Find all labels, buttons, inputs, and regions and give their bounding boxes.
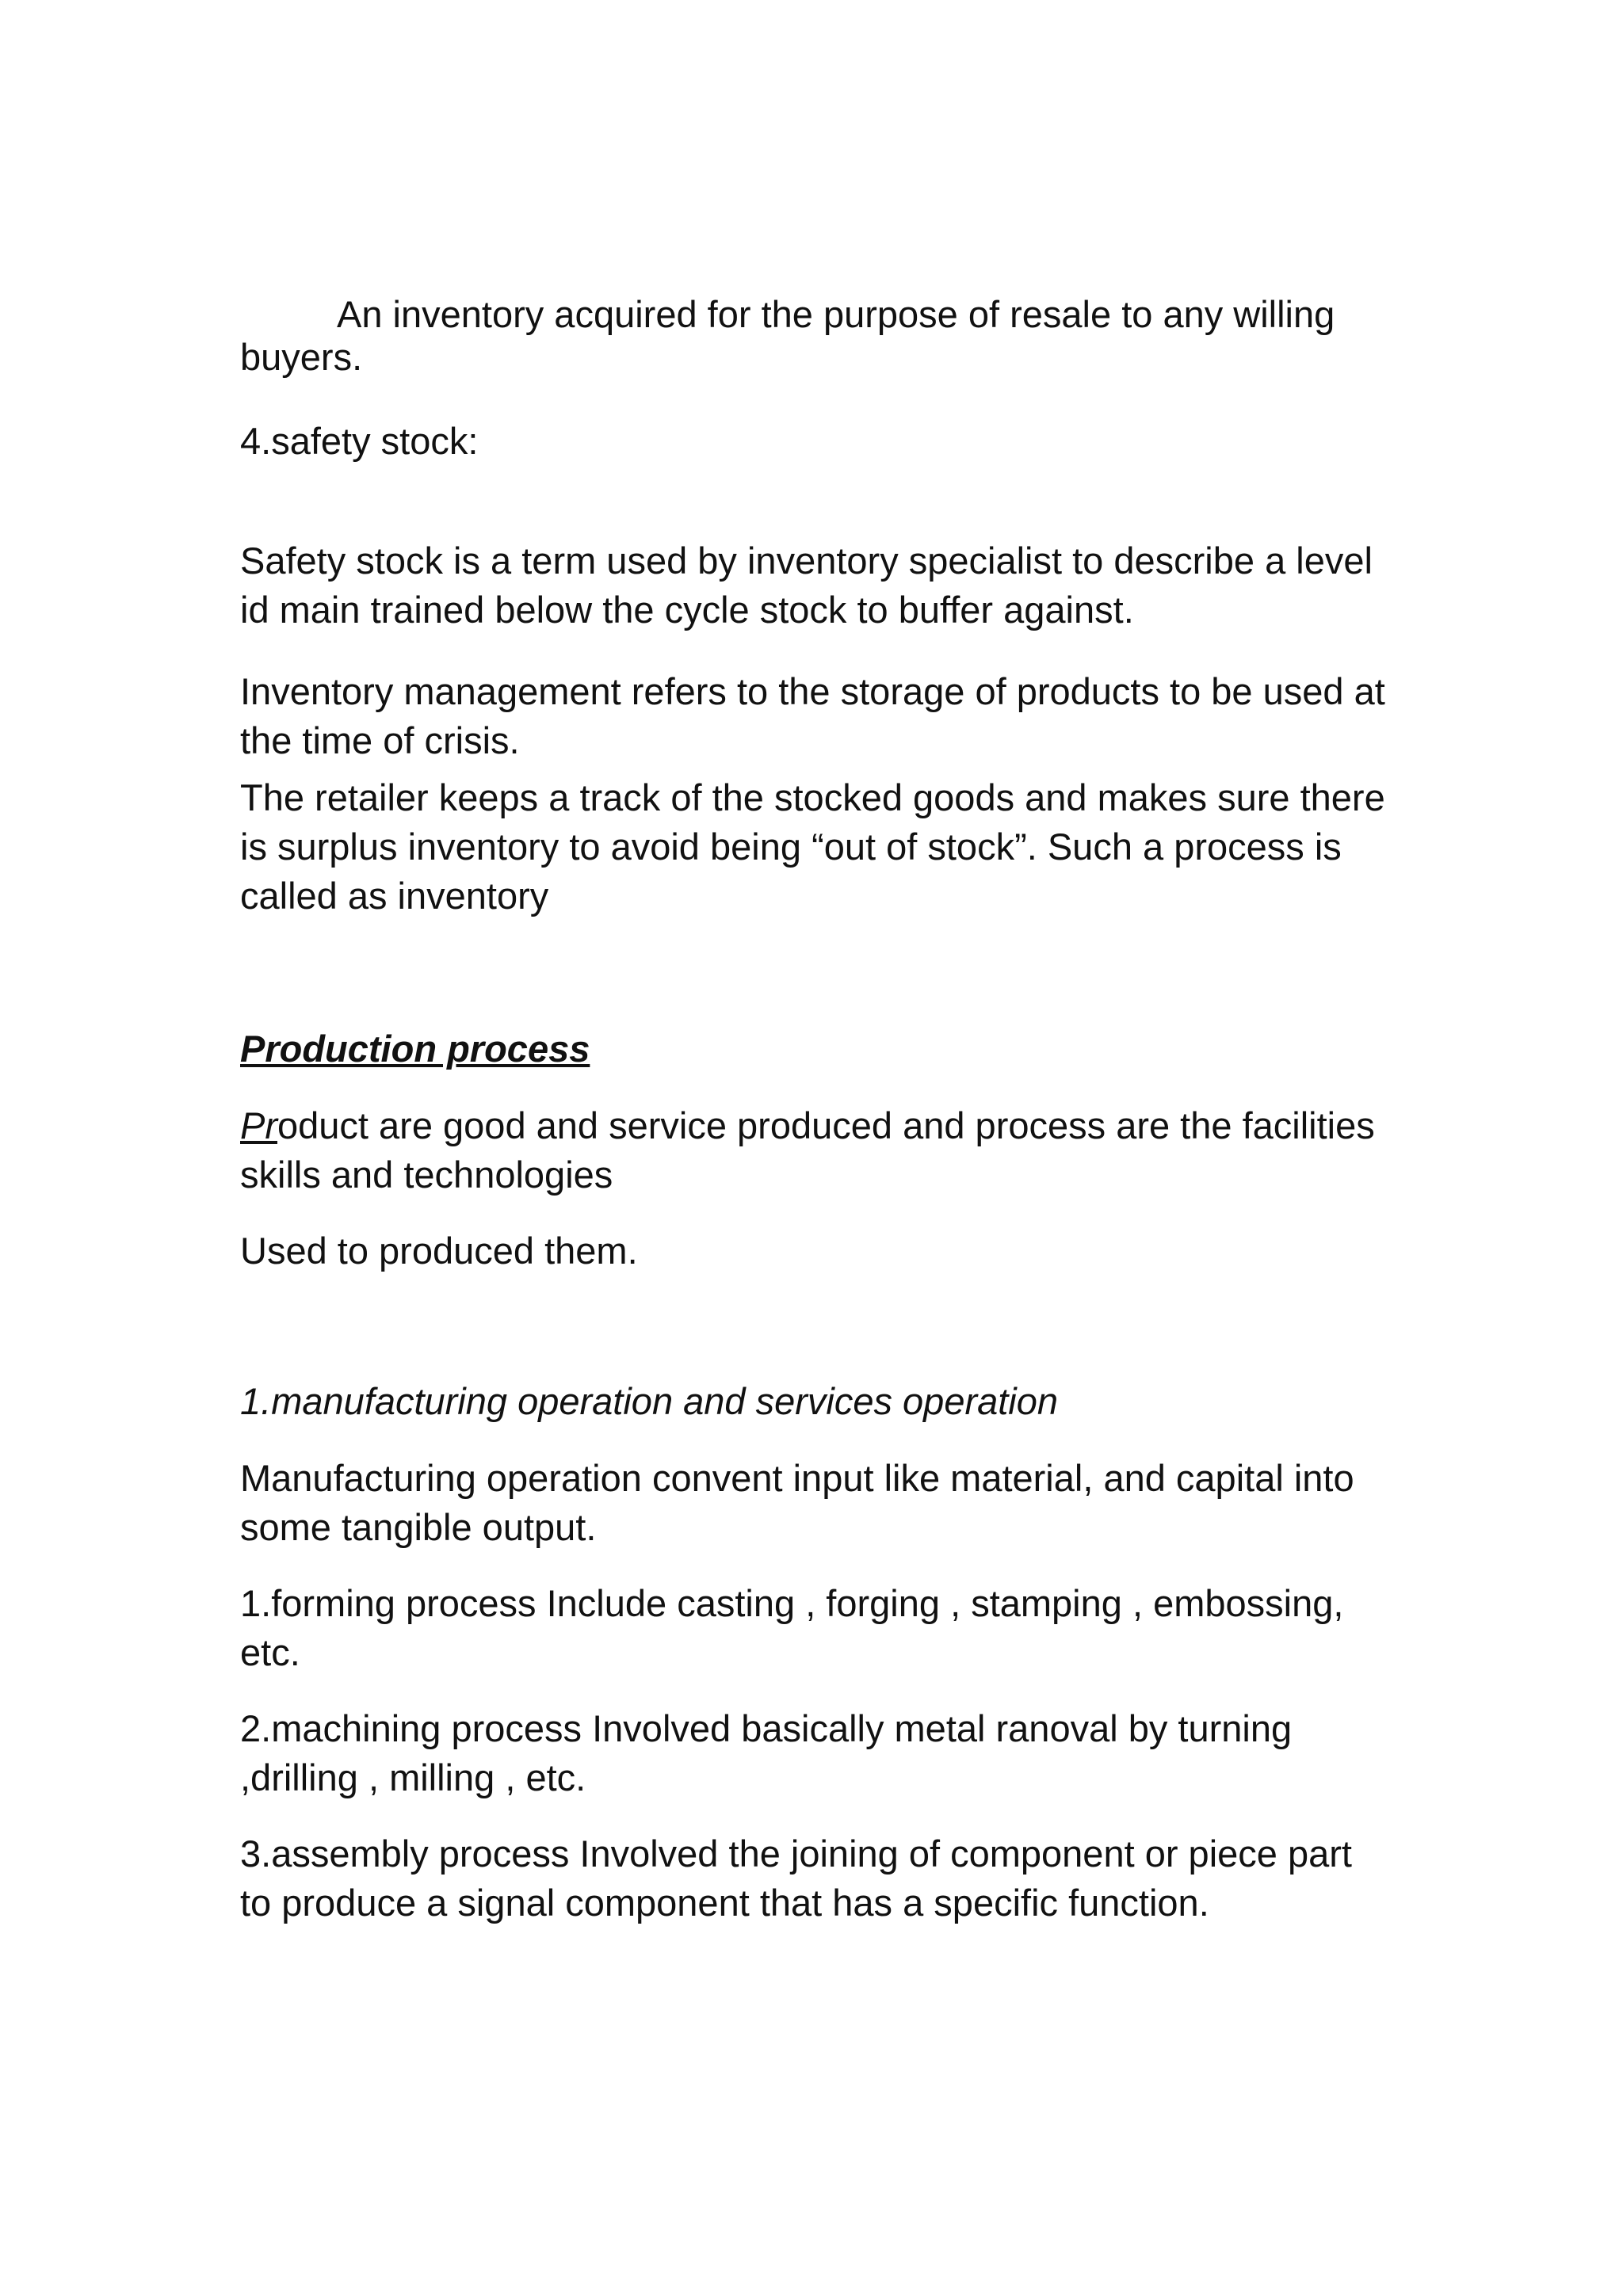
manufacturing-definition-line-1: Manufacturing operation convent input like material, and capital into [240,1457,1354,1499]
safety-stock-heading: 4.safety stock: [240,420,479,462]
retailer-paragraph-line-1: The retailer keeps a track of the stocked goods and makes sure there [240,776,1385,818]
production-process-heading: Production process [240,1028,590,1070]
manufacturing-operation-heading: 1.manufacturing operation and services operation [240,1380,1059,1422]
manufacturing-definition-line-2: some tangible output. [240,1506,597,1548]
forming-process-line-1: 1.forming process Include casting , forging , stamping , embossing, [240,1582,1344,1624]
safety-stock-definition-line-1: Safety stock is a term used by inventory specialist to describe a level [240,540,1373,582]
inventory-management-line-2: the time of crisis. [240,719,520,761]
retailer-paragraph-line-2: is surplus inventory to avoid being “out of stock”. Such a process is [240,826,1342,868]
product-definition-line-1 [240,1101,1413,1150]
inventory-management-line-1: Inventory management refers to the storage of products to be used at [240,670,1385,712]
machining-process-line-1: 2.machining process Involved basically metal ranoval by turning [240,1707,1293,1749]
retailer-paragraph-line-3: called as inventory [240,875,549,917]
forming-process-line-2: etc. [240,1631,300,1673]
intro-text-line-2: buyers. [240,336,363,378]
intro-text-line-1: An inventory acquired for the purpose of resale to any willing [337,293,1335,335]
product-definition-prefix: Pr [240,1104,277,1146]
product-definition-rest: oduct are good and service produced and process are the facilities [277,1104,1375,1146]
product-definition-line-2: skills and technologies [240,1154,613,1196]
used-to-produce-text: Used to produced them. [240,1230,638,1272]
machining-process-line-2: ,drilling , milling , etc. [240,1756,586,1798]
assembly-process-line-1: 3.assembly process Involved the joining of component or piece part [240,1833,1352,1875]
assembly-process-line-2: to produce a signal component that has a specific function. [240,1882,1209,1924]
safety-stock-definition-line-2: id main trained below the cycle stock to buffer against. [240,589,1134,631]
